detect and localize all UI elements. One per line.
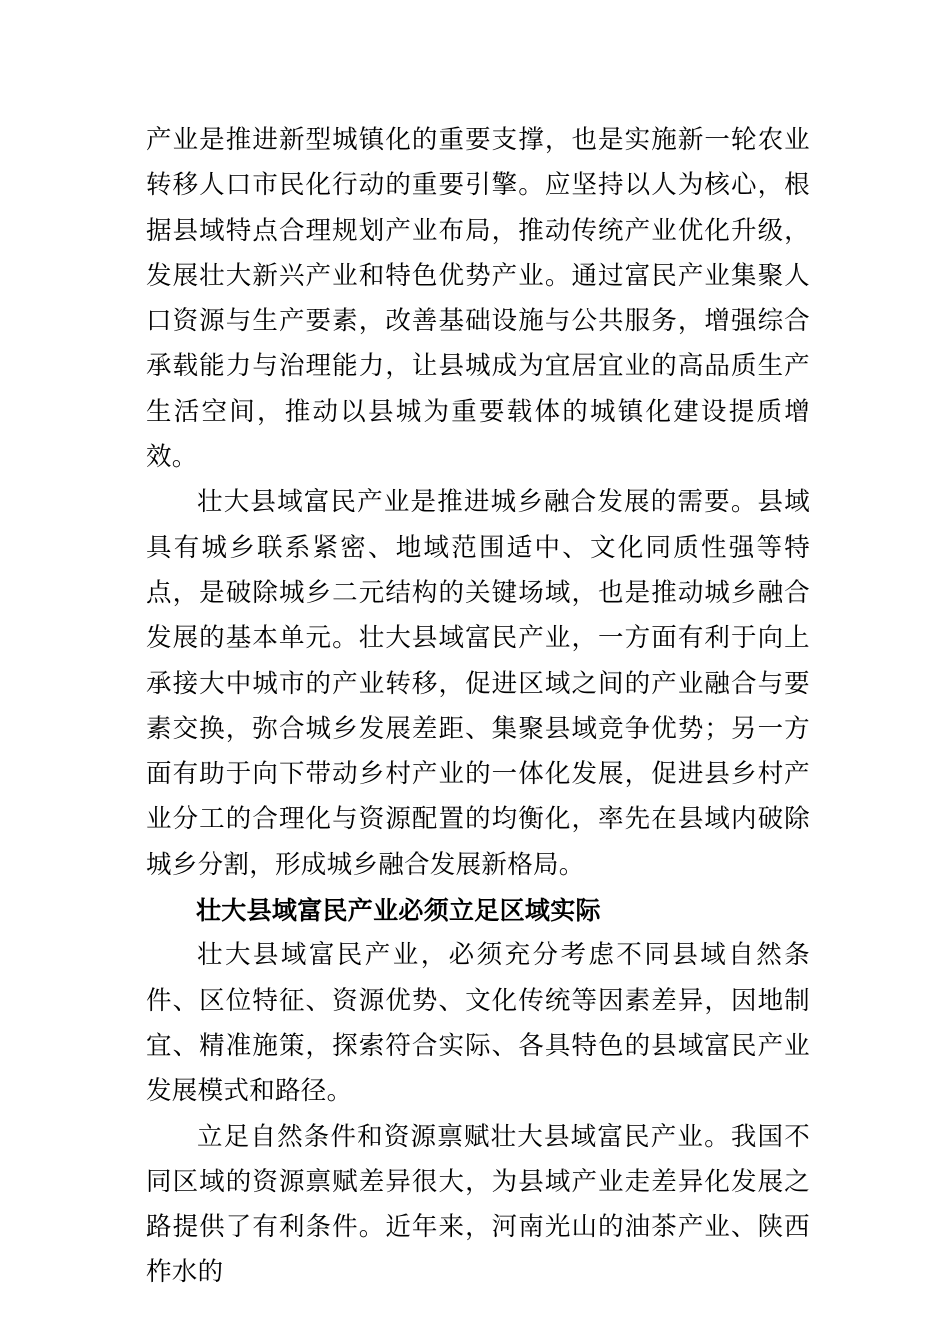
document-body [146, 118, 810, 1296]
section-heading: 壮大县域富民产业必须立足区域实际 [196, 896, 601, 926]
paragraph-natural-resources: 立足自然条件和资源禀赋壮大县域富民产业。我国不同区域的资源禀赋差异很大，为县域产业走差异化发展之路提供了有利条件。近年来，河南光山的油茶产业、陕西柞水的 [146, 1121, 810, 1288]
paragraph-industry-urbanization: 产业是推进新型城镇化的重要支撑，也是实施新一轮农业转移人口市民化行动的重要引擎。应坚持以人为核心，根据县域特点合理规划产业布局，推动传统产业优化升级，发展壮大新兴产业和特色优势产业。通过富民产业集聚人口资源与生产要素，改善基础设施与公共服务，增强综合承载能力与治理能力，让县城成为宜居宜业的高品质生产生活空间，推动以县城为重要载体的城镇化建设提质增效。 [146, 125, 810, 473]
paragraph-urban-rural-integration: 壮大县域富民产业是推进城乡融合发展的需要。县域具有城乡联系紧密、地域范围适中、文化同质性强等特点，是破除城乡二元结构的关键场域，也是推动城乡融合发展的基本单元。壮大县域富民产业，一方面有利于向上承接大中城市的产业转移，促进区域之间的产业融合与要素交换，弥合城乡发展差距、集聚县域竞争优势；另一方面有助于向下带动乡村产业的一体化发展，促进县乡村产业分工的合理化与资源配置的均衡化，率先在县域内破除城乡分割，形成城乡融合发展新格局。 [146, 487, 810, 880]
paragraph-tailored-measures: 壮大县域富民产业，必须充分考虑不同县域自然条件、区位特征、资源优势、文化传统等因素差异，因地制宜、精准施策，探索符合实际、各具特色的县域富民产业发展模式和路径。 [146, 940, 810, 1107]
